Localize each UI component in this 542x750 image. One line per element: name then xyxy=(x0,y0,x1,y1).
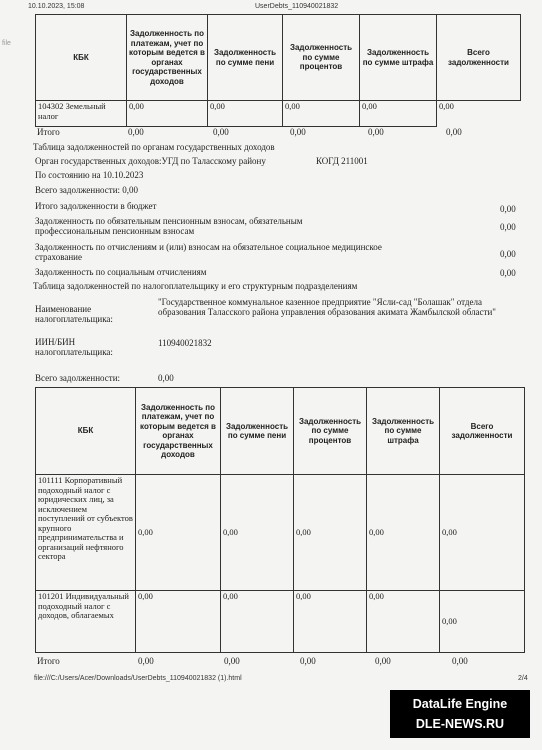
total-value: 0,00 xyxy=(375,656,391,666)
margin-mark: file xyxy=(2,40,11,47)
col-header-penalty-interest: Задолженность по сумме пени xyxy=(208,15,283,101)
footer-file-path: file:///C:/Users/Acer/Downloads/UserDebts_110940021832 (1).html xyxy=(34,675,242,682)
total-value: 0,00 xyxy=(446,127,462,137)
footer-page-number: 2/4 xyxy=(518,675,528,682)
watermark-logo xyxy=(390,690,530,738)
line-label-medical: Задолженность по отчислениям и (или) взносам на обязательное социальное медицинское страхование xyxy=(35,242,382,262)
value-cell: 0,00 xyxy=(294,591,367,653)
col-header-payments: Задолженность по платежам, учет по которым ведется в органах государственных доходов xyxy=(136,388,221,475)
line-label-pension: Задолженность по обязательным пенсионным взносам, обязательным профессиональным пенсионным взносам xyxy=(35,216,303,236)
col-header-total: Всего задолженности xyxy=(437,15,521,101)
table-row xyxy=(36,101,521,127)
total-row-label: Итого xyxy=(37,656,60,666)
value-cell: 0,00 xyxy=(221,591,294,653)
col-header-kbk: КБК xyxy=(36,388,136,475)
value-cell: 0,00 xyxy=(439,101,454,111)
total-value: 0,00 xyxy=(128,127,144,137)
col-header-kbk: КБК xyxy=(36,15,127,101)
kbk-cell: 101111 Корпоративный подоходный налог с юридических лиц, за исключением поступлений от субъектов крупного предпринимательства и организаций нефтяного сектора xyxy=(36,475,136,591)
taxpayer-name-value: "Государственное коммунальное казенное предприятие "Ясли-сад "Болашак" отдела образования Таласского района управления образования акимата Жамбылской области" xyxy=(158,297,496,317)
value-cell: 0,00 xyxy=(127,101,208,127)
line-value-budget: 0,00 xyxy=(500,204,516,214)
col-header-penalty-interest: Задолженность по сумме пени xyxy=(221,388,294,475)
organ-total-debt: Всего задолженности: 0,00 xyxy=(35,185,139,195)
organ-kogd: КОГД 211001 xyxy=(316,156,368,166)
taxpayer-section-title: Таблица задолженностей по налогоплательщику и его структурным подразделениям xyxy=(33,281,358,291)
table-row xyxy=(36,591,525,653)
value-cell: 0,00 xyxy=(294,475,367,591)
table-header-row xyxy=(36,15,521,101)
line-label-social: Задолженность по социальным отчислениям xyxy=(35,267,207,277)
total-row-label: Итого xyxy=(37,127,60,137)
value-cell: 0,00 xyxy=(440,591,525,653)
col-header-interest: Задолженность по сумме процентов xyxy=(294,388,367,475)
col-header-fine: Задолженность по сумме штрафа xyxy=(360,15,437,101)
total-value: 0,00 xyxy=(452,656,468,666)
total-value: 0,00 xyxy=(300,656,316,666)
line-value-social: 0,00 xyxy=(500,268,516,278)
value-cell: 0,00 xyxy=(440,475,525,591)
table-row xyxy=(36,475,525,591)
total-value: 0,00 xyxy=(290,127,306,137)
total-value: 0,00 xyxy=(213,127,229,137)
debts-table-top xyxy=(35,14,521,127)
value-cell: 0,00 xyxy=(367,591,440,653)
taxpayer-iin-value: 110940021832 xyxy=(158,338,212,348)
value-cell: 0,00 xyxy=(367,475,440,591)
taxpayer-iin-label: ИИН/БИН налогоплательщика: xyxy=(35,337,113,357)
as-of-date: По состоянию на 10.10.2023 xyxy=(35,170,144,180)
line-value-pension: 0,00 xyxy=(500,222,516,232)
watermark-line-2: DLE-NEWS.RU xyxy=(415,717,505,731)
col-header-payments: Задолженность по платежам, учет по которым ведется в органах государственных доходов xyxy=(127,15,208,101)
kbk-cell: 101201 Индивидуальный подоходный налог с доходов, облагаемых xyxy=(36,591,136,653)
value-cell: 0,00 xyxy=(208,101,283,127)
value-cell: 0,00 xyxy=(221,475,294,591)
total-value: 0,00 xyxy=(368,127,384,137)
print-datetime: 10.10.2023, 15:08 xyxy=(28,3,85,10)
line-value-medical: 0,00 xyxy=(500,249,516,259)
table-header-row xyxy=(36,388,525,475)
total-value: 0,00 xyxy=(224,656,240,666)
value-cell: 0,00 xyxy=(136,591,221,653)
line-label-budget: Итого задолженности в бюджет xyxy=(35,201,157,211)
taxpayer-total-value: 0,00 xyxy=(158,373,174,383)
value-cell: 0,00 xyxy=(283,101,360,127)
organ-section-title: Таблица задолженностей по органам государственных доходов xyxy=(33,142,275,152)
debts-table-bottom xyxy=(35,387,525,653)
col-header-fine: Задолженность по сумме штрафа xyxy=(367,388,440,475)
col-header-total: Всего задолженности xyxy=(440,388,525,475)
watermark-line-1: DataLife Engine xyxy=(412,697,508,711)
organ-name: Орган государственных доходов:УГД по Таласскому району xyxy=(35,156,266,166)
value-cell: 0,00 xyxy=(136,475,221,591)
col-header-interest: Задолженность по сумме процентов xyxy=(283,15,360,101)
print-doc-title: UserDebts_110940021832 xyxy=(255,3,339,10)
taxpayer-total-label: Всего задолженности: xyxy=(35,373,121,383)
kbk-cell: 104302 Земельный налог xyxy=(36,101,127,127)
taxpayer-name-label: Наименование налогоплательщика: xyxy=(35,304,113,324)
value-cell: 0,00 xyxy=(360,101,437,127)
total-value: 0,00 xyxy=(138,656,154,666)
